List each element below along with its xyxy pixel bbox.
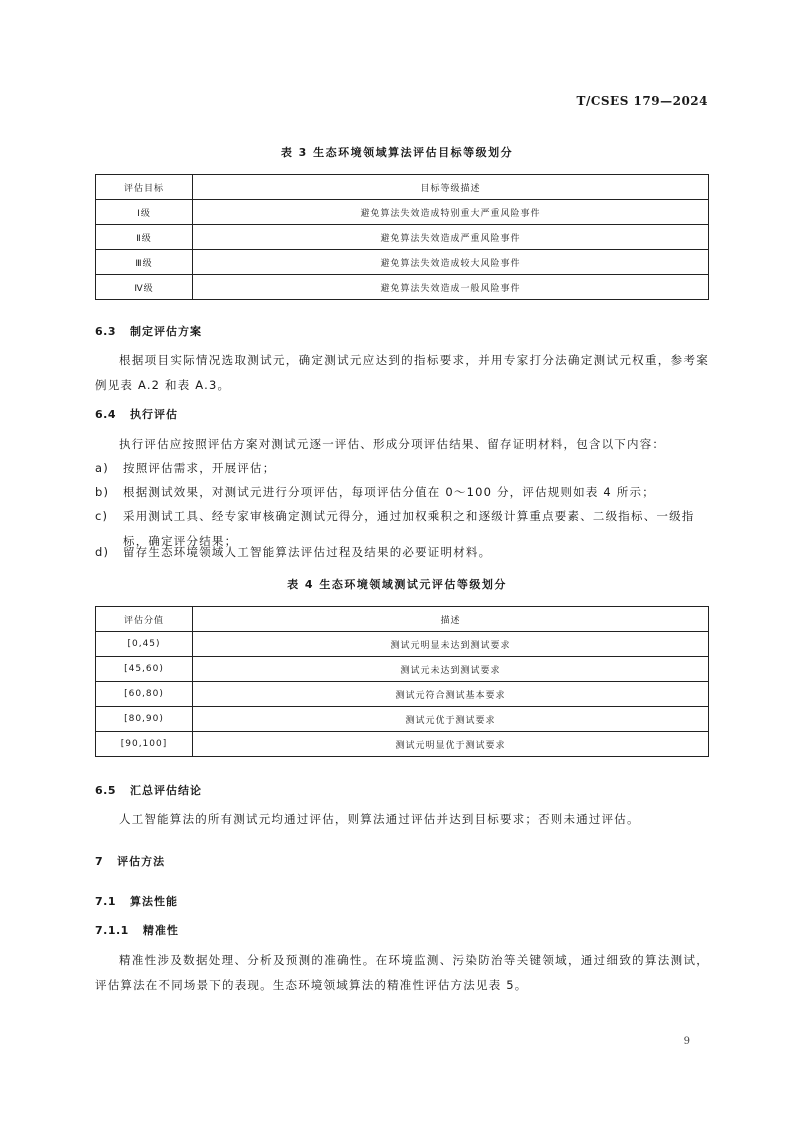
table-row [96,250,709,275]
table3-col-header: 评估目标 [96,175,193,200]
table-cell: [80,90) [96,707,193,732]
list-text: 按照评估需求，开展评估； [123,461,276,475]
list-marker: a) [95,461,109,475]
table-cell: 避免算法失效造成严重风险事件 [193,225,709,250]
table-cell: 测试元明显未达到测试要求 [193,632,709,657]
page-number: 9 [683,1036,690,1047]
list-text: 采用测试工具、经专家审核确定测试元得分，通过加权乘积之和逐级计算重点要素、二级指标、一级指标，确定评分结果； [123,509,695,548]
table-row [96,732,709,757]
list-marker: d) [95,545,110,559]
table-row [96,682,709,707]
table-cell: 测试元符合测试基本要求 [193,682,709,707]
list-marker: c) [95,509,109,523]
table-cell: [45,60) [96,657,193,682]
table3 [95,174,709,300]
table-row [96,657,709,682]
section-7-1-1-body: 精准性涉及数据处理、分析及预测的准确性。在环境监测、污染防治等关键领域，通过细致的算法测试，评估算法在不同场景下的表现。生态环境领域算法的精准性评估方法见表 5。 [95,953,709,992]
list-item [95,456,709,481]
table4-col-header: 描述 [193,607,709,632]
table-row [96,632,709,657]
section-number: 6.4 [95,408,116,421]
table-row [96,200,709,225]
table-cell: Ⅲ级 [96,250,193,275]
table-cell: 测试元未达到测试要求 [193,657,709,682]
section-number: 7 [95,855,104,868]
table-cell: 避免算法失效造成特别重大严重风险事件 [193,200,709,225]
section-title: 算法性能 [130,895,178,908]
table4-col-header: 评估分值 [96,607,193,632]
table3-caption: 表 3 生态环境领域算法评估目标等级划分 [280,146,514,159]
section-number: 6.3 [95,325,116,338]
table3-col-header: 目标等级描述 [193,175,709,200]
table-cell: [60,80) [96,682,193,707]
table-cell: 避免算法失效造成一般风险事件 [193,275,709,300]
section-6-4-intro: 执行评估应按照评估方案对测试元逐一评估、形成分项评估结果、留存证明材料，包含以下内容： [119,437,666,451]
section-7-1-heading [95,893,178,909]
table-cell: Ⅱ级 [96,225,193,250]
table4-header-row [96,607,709,632]
section-6-3-body: 根据项目实际情况选取测试元，确定测试元应达到的指标要求，并用专家打分法确定测试元权重，参考案例见表 A.2 和表 A.3。 [95,353,709,392]
list-item [95,480,709,505]
section-7-heading [95,853,165,869]
section-title: 制定评估方案 [130,325,202,338]
table-cell: [90,100] [96,732,193,757]
section-6-5-body: 人工智能算法的所有测试元均通过评估，则算法通过评估并达到目标要求；否则未通过评估。 [119,812,640,826]
section-number: 6.5 [95,784,116,797]
table4-caption: 表 4 生态环境领域测试元评估等级划分 [287,578,507,591]
section-title: 评估方法 [117,855,166,868]
table-cell: Ⅳ级 [96,275,193,300]
list-text: 根据测试效果，对测试元进行分项评估，每项评估分值在 0～100 分，评估规则如表 4 所示； [123,485,655,499]
table-cell: [0,45) [96,632,193,657]
list-marker: b) [95,485,110,499]
table-row [96,707,709,732]
standard-code: T/CSES 179—2024 [576,94,708,108]
table4 [95,606,709,757]
table-cell: Ⅰ级 [96,200,193,225]
section-number: 7.1.1 [95,924,129,937]
section-title: 执行评估 [130,408,178,421]
table-cell: 避免算法失效造成较大风险事件 [193,250,709,275]
table-cell: 测试元优于测试要求 [193,707,709,732]
section-6-4-heading [95,406,178,422]
section-title: 精准性 [142,924,179,937]
table-row [96,225,709,250]
section-6-3-heading [95,323,202,339]
list-item [95,540,709,565]
table-row [96,275,709,300]
list-text: 留存生态环境领域人工智能算法评估过程及结果的必要证明材料。 [123,545,492,559]
section-title: 汇总评估结论 [130,784,202,797]
section-number: 7.1 [95,895,116,908]
table-cell: 测试元明显优于测试要求 [193,732,709,757]
section-7-1-1-heading [95,922,179,938]
table3-header-row [96,175,709,200]
section-6-5-heading [95,782,202,798]
